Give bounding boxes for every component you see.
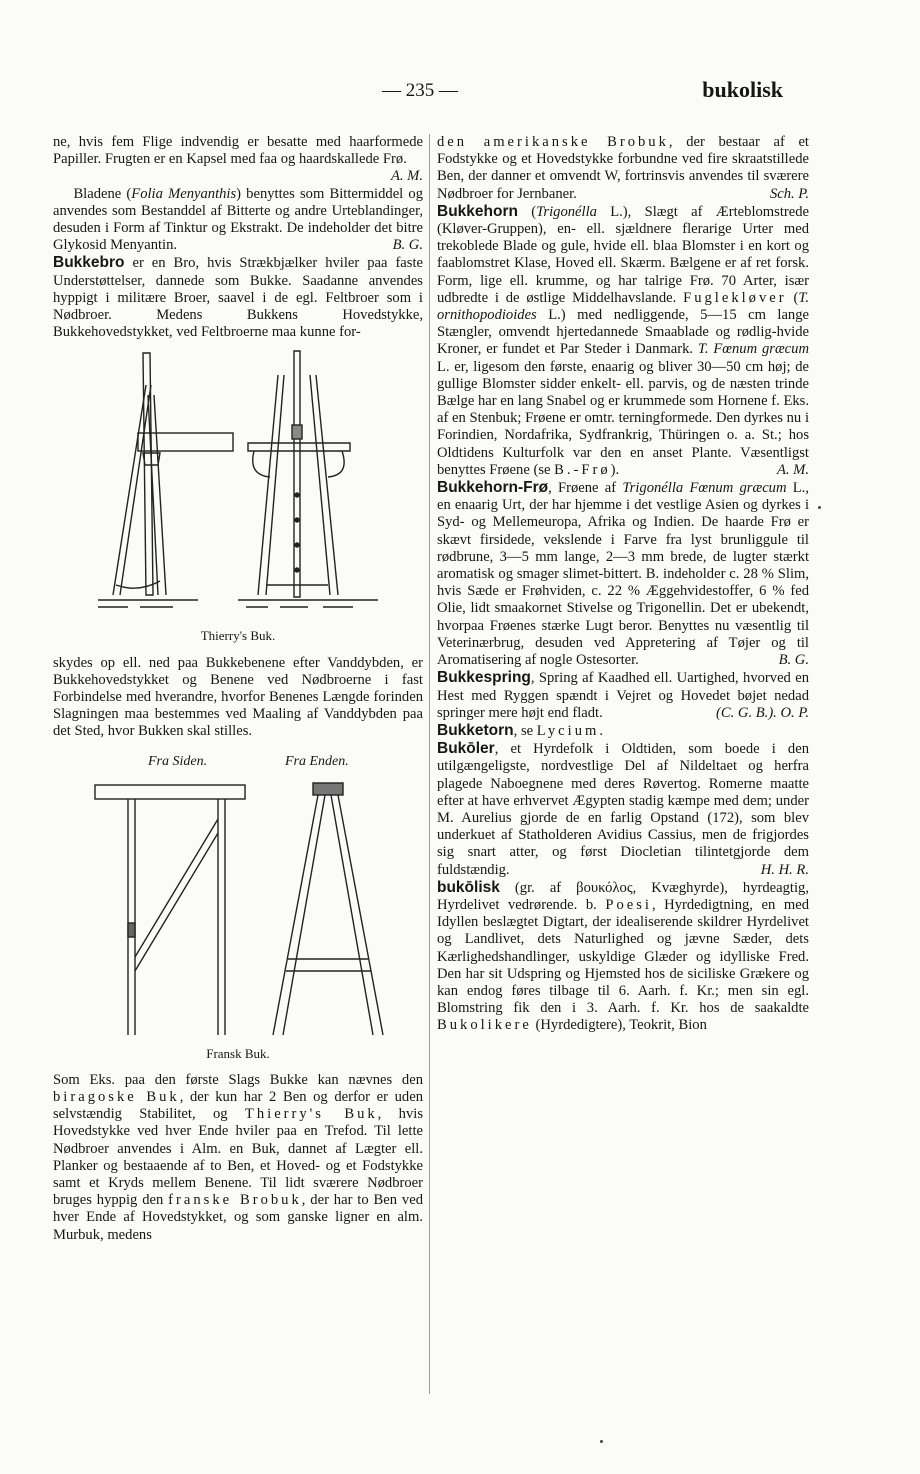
author-signature: B. G. [392,237,423,254]
entry-bukkespring: Bukkespring, Spring af Kaadhed ell. Uartighed, hvorved en Hest med Ryggen spændt i Vejret og Hovedet bøjet nedad springer mere højt end fladt. (C. G. B.). O. P. [437,669,809,721]
headword: Bukketorn [437,721,514,739]
page-speck [600,1440,603,1443]
left-column [53,134,423,1244]
paragraph: Som Eks. paa den første Slags Bukke kan nævnes den biragoske Buk, der kun har 2 Ben og derfor er uden selvstændig Stabilitet, og Thierry's Buk, hvis Hovedstykke ved hver Ende hviler paa en Trefod. Til lette Nødbroer anvendes i Alm. en Buk, dannet af Lægter ell. Planker og bestaaende af to Ben, et Hoved- og et Fodstykke samt et Kryds mellem Benene. Til lidt sværere Nødbroer bruges hyppig den franske Brobuk, der har to Ben ved hver Ende af Hovedstykket, og som ganske ligner en alm. Murbuk, medens [53,1071,423,1243]
figure-label-side: Fra Siden. [148,753,208,769]
figure-caption: Thierry's Buk. [200,628,276,644]
right-column [437,134,809,1035]
headword: Bukkehorn [437,202,518,220]
entry-bukkehorn-fro: Bukkehorn-Frø, Frøene af Trigonélla Fœnum græcum L., en enaarig Urt, der har hjemme i det vestlige Asien og dyrkes i Syd- og Mellemeuropa, Afrika og Indien. De haarde Frø er skævt firsidede, vekslende i Farve fra lyst brunliggule til rødbrune, 3—5 mm lange, 2—3 mm brede, de lugter stærkt aromatisk og smager slimet-bittert. B. indeholder c. 28 % Slim, hvis Sæde er Frøhviden, c. 22 % Æggehvidestoffer, 6 % fed Olie, lidt smaakornet Stivelse og Trigonellin. Det er ubekendt, hvorpaa Frøenes stærke Lugt beror. Benyttes nu væsentlig til Veterinærbrug, desuden ved Appretering af Tøjer og til Aromatisering af nogle Ostesorter. B. G. [437,479,809,669]
headword: Bukkehorn-Frø [437,479,549,497]
author-signature: A. M. [390,168,423,185]
figure-caption: Fransk Buk. [206,1045,270,1061]
author-signature: Sch. P. [769,185,809,202]
thierrys-buk-figure [98,345,378,625]
paragraph: Bladene (Folia Menyanthis) benyttes som Bittermiddel og anvendes som Bestanddel af Bitterte og andre Urteblandinger, desuden i Form af Tinktur og Ekstrakt. De indeholder det bitre Glykosid Menyantin. B. G. [53,185,423,254]
paragraph: ne, hvis fem Flige indvendig er besatte med haarformede Papiller. Frugten er en Kapsel med faa og haardskallede Frø. A. M. [53,134,423,185]
author-signature: A. M. [776,461,809,478]
figure-label-end: Fra Enden. [285,753,349,769]
paragraph: skydes op ell. ned paa Bukkebenene efter Vanddybden, er Bukkehovedstykket og Benene ved Nødbroerne i fast Forbindelse med hverandre, hvorfor Benenes Længde forinden Slagningen maa bestemmes ved Maaling af Vanddybden paa det Sted, hvor Bukken skal stilles. [53,654,423,740]
author-signature: (C. G. B.). O. P. [716,704,809,721]
page-number: — 235 — [382,80,458,101]
headword: Bukōler [437,740,495,758]
column-divider [429,134,430,1394]
author-signature: H. H. R. [760,861,809,878]
entry-bukketorn: Bukketorn, se Lycium. [437,721,604,739]
guide-word: bukolisk [702,77,783,102]
entry-bukolisk: bukōlisk (gr. af βουκόλος, Kvæghyrde), hyrdeagtig, Hyrdelivet vedrørende. b. Poesi, Hyrdedigtning, en med Idyllen beslægtet Digtart, der idealiserende skildrer Hyrdelivet og Landlivet, dets Naturlighed og jævne Sæder, dets Kærlighedshandlinger, uskyldige Glæder og idylliske Fred. Den har sit Udspring og Hjemsted hos de siciliske Grækere og kan endog føres tilbage til 6. Aarh. f. Kr.; men sin egl. Blomstring fik den i 3. Aarh. f. Kr. hos de saakaldte Bukolikere (Hyrdedigtere), Teokrit, Bion [437,878,809,1034]
margin-mark [818,506,821,509]
headword: Bukkespring [437,669,531,687]
paragraph: den amerikanske Brobuk, der bestaar af et Fodstykke og et Hovedstykke forbundne ved fire skraatstillede Ben, der danner et omvendt W, fortrinsvis anvendes til sværere Nødbroer for Jernbaner. Sch. P. [437,134,809,202]
headword: Bukkebro [53,254,125,272]
entry-bukkebro: Bukkebro er en Bro, hvis Strækbjælker hviler paa faste Understøttelser, dannede som Bukke. Saadanne anvendes hyppigt i militære Broer, saavel i de egl. Feltbroer som i Nødbroer. Medens Bukkens Hovedstykke, Bukkehovedstykket, ved Feltbroerne maa kunne for- [53,254,423,341]
entry-bukoler: Bukōler, et Hyrdefolk i Oldtiden, som boede i den utilgængeligste, nordvestlige Del af Nildeltaet og herfra plagede Naboegnene med deres Røvertog. Romerne maatte efter at have erhvervet Ægypten stadig kæmpe med dem; under M. Aurelius gjorde de en farlig Opstand (172), som blev underkuet af Statholderen Avidius Cassius, men de frigjordes sig snart atter, og først Diocletian tilintetgjorde dem fuldstændig. H. H. R. [437,740,809,878]
author-signature: B. G. [778,652,809,669]
fransk-buk-figure [53,753,423,1043]
headword: bukōlisk [437,878,500,896]
entry-bukkehorn: Bukkehorn (Trigonélla L.), Slægt af Ærteblomstrede (Kløver-Gruppen), en- ell. sjældnere flerarige Urter med trekoblede Blade og gule, hvide ell. blaa Blomster i en kort og faablomstret Klase, Hoved ell. Skærm. Bælgene er af ret forsk. Form, lige ell. krumme, og har talrige Frø. 70 Arter, især udbredte i de østlige Middelhavslande. Fuglekløver (T. ornithopodioides L.) med nedliggende, 5—15 cm lange Stængler, omvendt hjertedannede Smaablade og rødlig-hvide Kroner, er fundet et Par Steder i Danmark. T. Fœnum græcum L. er, ligesom den første, enaarig og bliver 30—50 cm høj; de gullige Blomster sidder enkelt- ell. parvis, og de næsten trinde Bælge har en lang Snabel og er krummede som Hornene f. Eks. af en Stenbuk; Frøene er omtr. terningformede. Den dyrkes nu i Forindien, Nordafrika, Sydfrankrig, Thüringen o. a. St.; hos Oldtidens Kulturfolk var den en anset Plante. Væsentligst benyttes Frøene (se B.-Frø). A. M. [437,202,809,478]
